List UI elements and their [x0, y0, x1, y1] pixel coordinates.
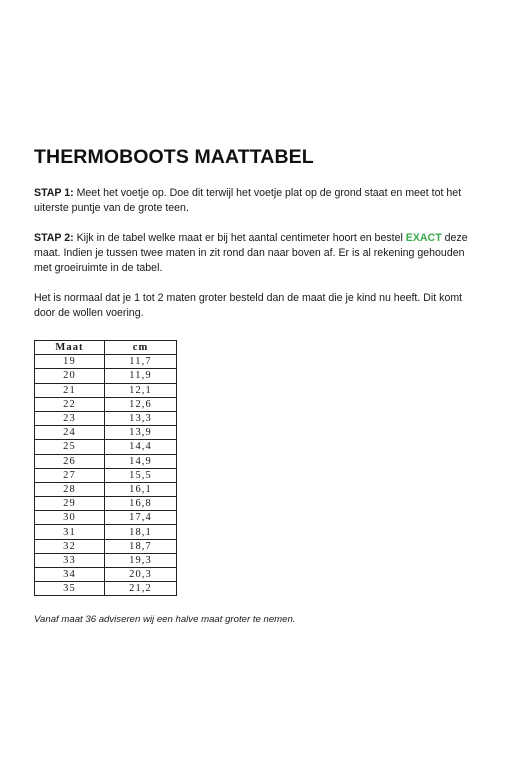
step-1-text: Meet het voetje op. Doe dit terwijl het voetje plat op de grond staat en meet tot het uiterste puntje van de grote teen. [34, 187, 462, 214]
page-title: THERMOBOOTS MAATTABEL [34, 146, 314, 168]
info-paragraph: Het is normaal dat je 1 tot 2 maten groter besteld dan de maat die je kind nu heeft. Dit komt door de wollen voering. [34, 292, 463, 319]
table-row [35, 553, 177, 567]
step-2-label: STAP 2: [34, 232, 74, 244]
cell-cm: 12,6 [105, 397, 177, 411]
cell-maat: 28 [35, 482, 105, 496]
step-2-paragraph [34, 231, 482, 276]
table-row [35, 369, 177, 383]
table-row [35, 539, 177, 553]
table-row [35, 468, 177, 482]
cell-cm: 12,1 [105, 383, 177, 397]
cell-maat: 23 [35, 411, 105, 425]
cell-maat: 19 [35, 355, 105, 369]
table-row [35, 440, 177, 454]
cell-maat: 21 [35, 383, 105, 397]
cell-maat: 32 [35, 539, 105, 553]
cell-maat: 26 [35, 454, 105, 468]
step-2-text-before: Kijk in de tabel welke maat er bij het aantal centimeter hoort en bestel [73, 232, 406, 244]
table-row [35, 511, 177, 525]
size-chart-page [34, 146, 482, 625]
cell-cm: 16,8 [105, 497, 177, 511]
cell-maat: 24 [35, 426, 105, 440]
cell-cm: 16,1 [105, 482, 177, 496]
cell-cm: 17,4 [105, 511, 177, 525]
cell-maat: 29 [35, 497, 105, 511]
table-row [35, 397, 177, 411]
header-cm: cm [105, 341, 177, 355]
cell-cm: 11,7 [105, 355, 177, 369]
size-table-body [35, 355, 177, 596]
table-row [35, 426, 177, 440]
cell-maat: 33 [35, 553, 105, 567]
table-row [35, 482, 177, 496]
cell-cm: 11,9 [105, 369, 177, 383]
table-row [35, 497, 177, 511]
table-row [35, 411, 177, 425]
cell-maat: 27 [35, 468, 105, 482]
cell-maat: 22 [35, 397, 105, 411]
cell-cm: 13,3 [105, 411, 177, 425]
cell-cm: 20,3 [105, 568, 177, 582]
table-row [35, 525, 177, 539]
cell-cm: 14,9 [105, 454, 177, 468]
cell-maat: 31 [35, 525, 105, 539]
cell-cm: 18,1 [105, 525, 177, 539]
header-maat: Maat [35, 341, 105, 355]
cell-cm: 13,9 [105, 426, 177, 440]
cell-cm: 14,4 [105, 440, 177, 454]
size-table [34, 340, 177, 596]
step-1-paragraph [34, 186, 482, 216]
table-row [35, 582, 177, 596]
step-2-highlight: EXACT [405, 232, 442, 244]
step-1-label: STAP 1: [34, 187, 74, 199]
table-row [35, 454, 177, 468]
table-row [35, 355, 177, 369]
cell-maat: 25 [35, 440, 105, 454]
cell-cm: 15,5 [105, 468, 177, 482]
cell-maat: 35 [35, 582, 105, 596]
cell-maat: 20 [35, 369, 105, 383]
cell-cm: 19,3 [105, 553, 177, 567]
table-header-row [35, 341, 177, 355]
step-2-text-after: deze maat. Indien je tussen twee maten in zit rond dan naar boven af. Er is al rekening gehouden met groeiruimte in de tabel. [34, 232, 468, 274]
cell-maat: 30 [35, 511, 105, 525]
cell-maat: 34 [35, 568, 105, 582]
table-row [35, 383, 177, 397]
cell-cm: 21,2 [105, 582, 177, 596]
size-note: Vanaf maat 36 adviseren wij een halve maat groter te nemen. [34, 614, 296, 626]
table-row [35, 568, 177, 582]
cell-cm: 18,7 [105, 539, 177, 553]
